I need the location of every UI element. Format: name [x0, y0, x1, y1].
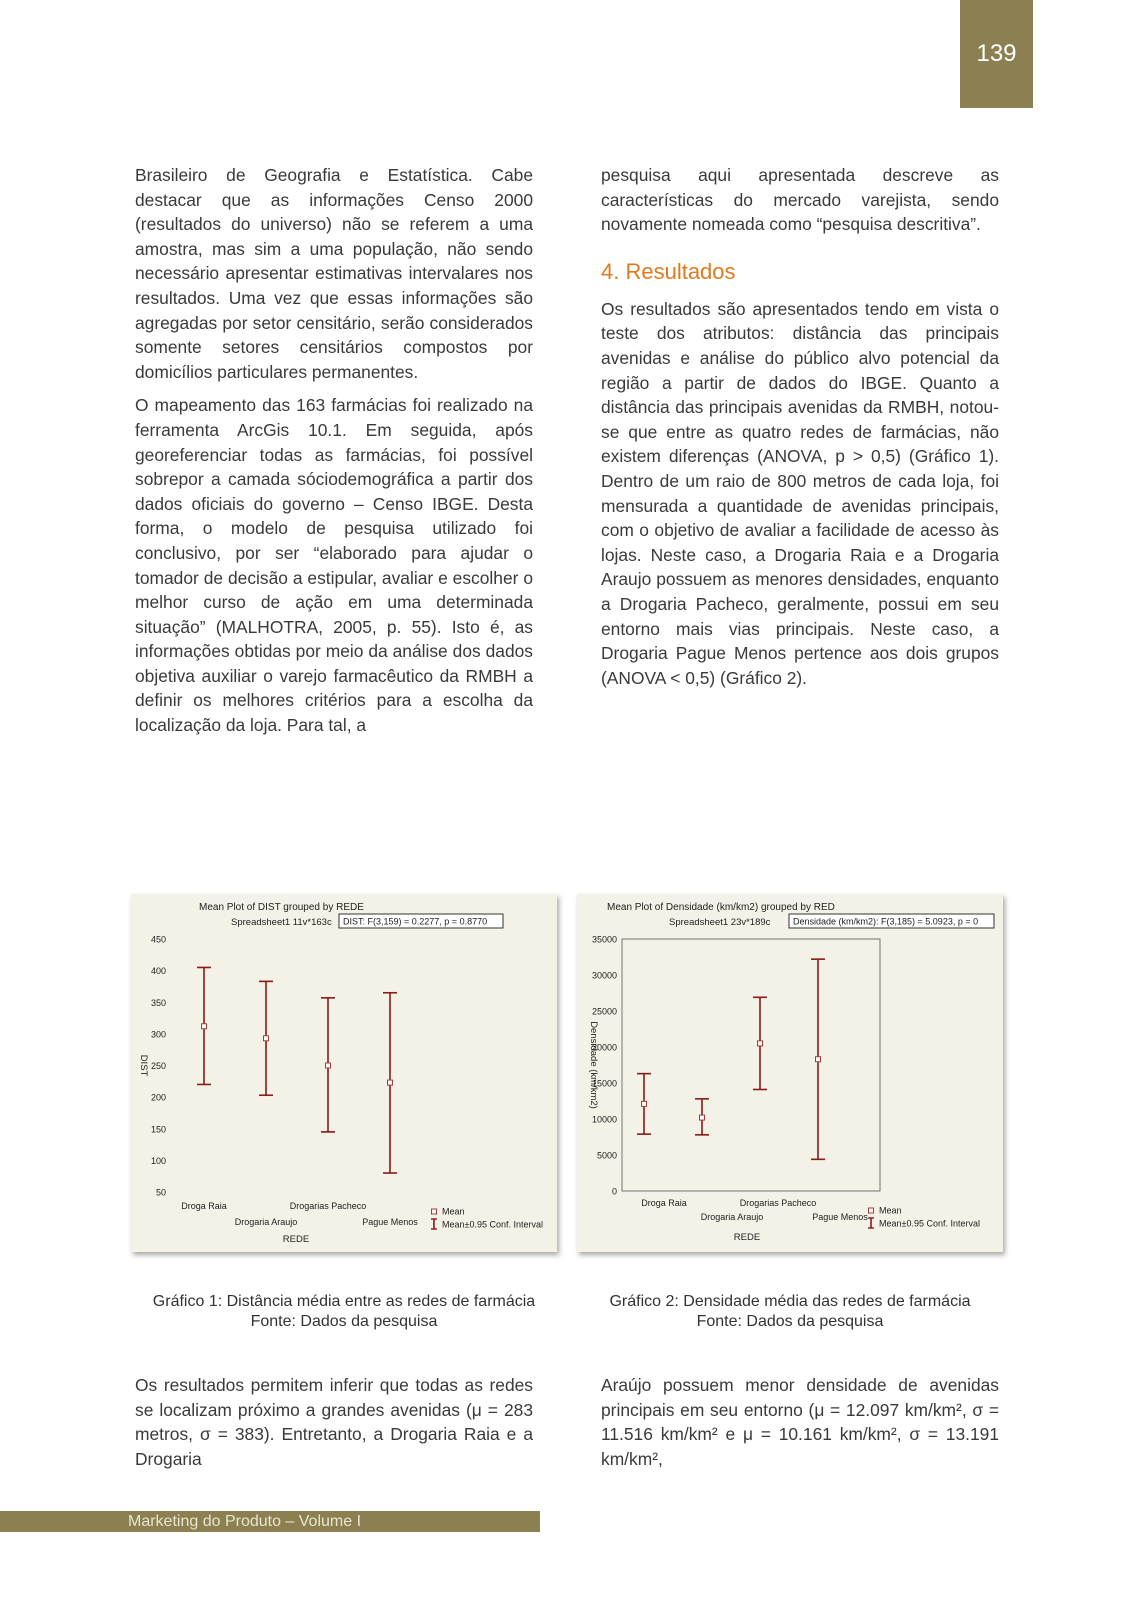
caption-title: Gráfico 1: Distância média entre as redes de farmácia — [152, 1293, 536, 1310]
y-tick-label: 20000 — [591, 1042, 617, 1053]
mean-point — [326, 1063, 331, 1068]
mean-point — [642, 1101, 647, 1106]
y-tick-label: 150 — [150, 1124, 166, 1135]
x-tick-label: Pague Menos — [362, 1217, 418, 1227]
paragraph: Os resultados são apresentados tendo em vista o teste dos atributos: distância das principais avenidas e análise do público alvo potencial da região a partir de dados do IBGE. Quanto a distância das principais avenidas da RMBH, notou-se que entre as quatro redes de farmácias, não existem diferenças (ANOVA, p > 0,5) (Gráfico 1). Dentro de um raio de 800 metros de cada loja, foi mensurada a quantidade de avenidas principais, com o objetivo de avaliar a facilidade de acesso às lojas. Neste caso, a Drogaria Raia e a Drogaria Araujo possuem as menores densidades, enquanto a Drogaria Pacheco, geralmente, possui em seu entorno mais vias principais. Neste caso, a Drogaria Pague Menos pertence aos dois grupos (ANOVA < 0,5) (Gráfico 2). — [601, 298, 999, 688]
mean-point — [202, 1024, 207, 1029]
mean-point — [388, 1080, 393, 1085]
y-tick-label: 0 — [611, 1186, 617, 1197]
legend-mean-marker — [869, 1208, 874, 1213]
y-tick-label: 15000 — [591, 1078, 617, 1089]
x-tick-label: Drogarias Pacheco — [739, 1198, 817, 1208]
bottom-right-text — [601, 1373, 999, 1471]
caption-source: Fonte: Dados da pesquisa — [250, 1313, 438, 1330]
page-number: 139 — [960, 0, 1033, 108]
y-axis-label: Densidade (km/km2) — [588, 1021, 599, 1109]
section-heading: 4. Resultados — [601, 258, 736, 284]
stat-box-text: DIST: F(3,159) = 0.2277, p = 0.8770 — [343, 916, 488, 927]
x-axis-label: REDE — [733, 1232, 761, 1243]
legend-mean-label: Mean — [442, 1206, 465, 1217]
legend-mean-label: Mean — [879, 1205, 902, 1216]
figure-2-caption — [577, 1292, 1003, 1332]
caption-source: Fonte: Dados da pesquisa — [696, 1313, 884, 1330]
mean-point — [758, 1041, 763, 1046]
figure-1 — [131, 894, 557, 1252]
caption-title: Gráfico 2: Densidade média das redes de farmácia — [609, 1293, 971, 1310]
mean-point — [816, 1057, 821, 1062]
y-tick-label: 30000 — [591, 970, 617, 981]
x-tick-label: Pague Menos — [812, 1212, 868, 1222]
footer: Marketing do Produto – Volume I — [0, 1511, 540, 1532]
y-tick-label: 100 — [150, 1155, 166, 1166]
x-tick-label: Drogaria Araujo — [234, 1217, 298, 1227]
chart-title: Mean Plot of DIST grouped by REDE — [199, 902, 364, 913]
legend-mean-marker — [432, 1209, 437, 1214]
y-tick-label: 25000 — [591, 1006, 617, 1017]
chart-subtitle: Spreadsheet1 23v*189c — [669, 917, 771, 928]
y-tick-label: 300 — [150, 1029, 166, 1040]
chart-subtitle: Spreadsheet1 11v*163c — [231, 917, 332, 928]
y-tick-label: 35000 — [591, 934, 617, 945]
y-tick-label: 250 — [150, 1061, 166, 1071]
y-tick-label: 350 — [150, 997, 166, 1008]
mean-point — [700, 1115, 705, 1120]
paragraph: Brasileiro de Geografia e Estatística. Cabe destacar que as informações Censo 2000 (resultados do universo) não se referem a uma amostra, mas sim a uma população, não sendo necessário apresentar estimativas intervalares nos resultados. Uma vez que essas informações são agregadas por setor censitário, serão considerados somente setores censitários compostos por domicílios particulares permanentes. — [135, 165, 533, 382]
y-tick-label: 10000 — [591, 1114, 617, 1125]
x-axis-label: REDE — [282, 1234, 310, 1245]
paragraph: Araújo possuem menor densidade de avenidas principais em seu entorno (μ = 12.097 km/km², σ = 11.516 km/km² e μ = 10.161 km/km², σ = 13.191 km/km², — [601, 1375, 999, 1469]
y-tick-label: 200 — [150, 1092, 166, 1103]
paragraph: pesquisa aqui apresentada descreve as características do mercado varejista, sendo novamente nomeada como “pesquisa descritiva”. — [601, 165, 999, 235]
figure-2 — [577, 894, 1003, 1252]
bottom-left-text — [135, 1373, 533, 1471]
legend-ci-label: Mean±0.95 Conf. Interval — [879, 1218, 980, 1229]
paragraph: O mapeamento das 163 farmácias foi realizado na ferramenta ArcGis 10.1. Em seguida, após georeferenciar todas as farmácias, foi possível sobrepor a camada sóciodemográfica a partir dos dados oficiais do governo – Censo IBGE. Desta forma, o modelo de pesquisa utilizado foi conclusivo, por ser “elaborado para ajudar o tomador de decisão a estipular, avaliar e escolher o melhor curso de ação em uma determinada situação” (MALHOTRA, 2005, p. 55). Isto é, as informações obtidas por meio da análise dos dados objetiva auxiliar o varejo farmacêutico da RMBH a definir os melhores critérios para a escolha da localização da loja. Para tal, a — [135, 395, 533, 736]
legend-ci-label: Mean±0.95 Conf. Interval — [442, 1219, 543, 1230]
x-tick-label: Droga Raia — [181, 1201, 227, 1211]
mean-point — [264, 1036, 269, 1041]
chart-title: Mean Plot of Densidade (km/km2) grouped by RED — [607, 902, 835, 913]
left-column — [135, 163, 533, 747]
chart-1 — [131, 894, 557, 1252]
stat-box-text: Densidade (km/km2): F(3,185) = 5.0923, p = 0 — [793, 916, 979, 927]
chart-2 — [577, 894, 1003, 1252]
x-tick-label: Drogarias Pacheco — [289, 1201, 367, 1211]
y-tick-label: 400 — [150, 966, 166, 977]
y-axis-label: DIST — [138, 1054, 149, 1077]
y-tick-label: 450 — [150, 934, 166, 945]
paragraph: Os resultados permitem inferir que todas as redes se localizam próximo a grandes avenidas (μ = 283 metros, σ = 383). Entretanto, a Drogaria Raia e a Drogaria — [135, 1375, 533, 1469]
x-tick-label: Drogaria Araujo — [700, 1212, 764, 1222]
right-column — [601, 163, 999, 699]
figure-1-caption — [131, 1292, 557, 1332]
x-tick-label: Droga Raia — [641, 1198, 687, 1208]
y-tick-label: 5000 — [596, 1150, 617, 1161]
plot-frame — [622, 939, 880, 1191]
y-tick-label: 50 — [155, 1187, 166, 1198]
